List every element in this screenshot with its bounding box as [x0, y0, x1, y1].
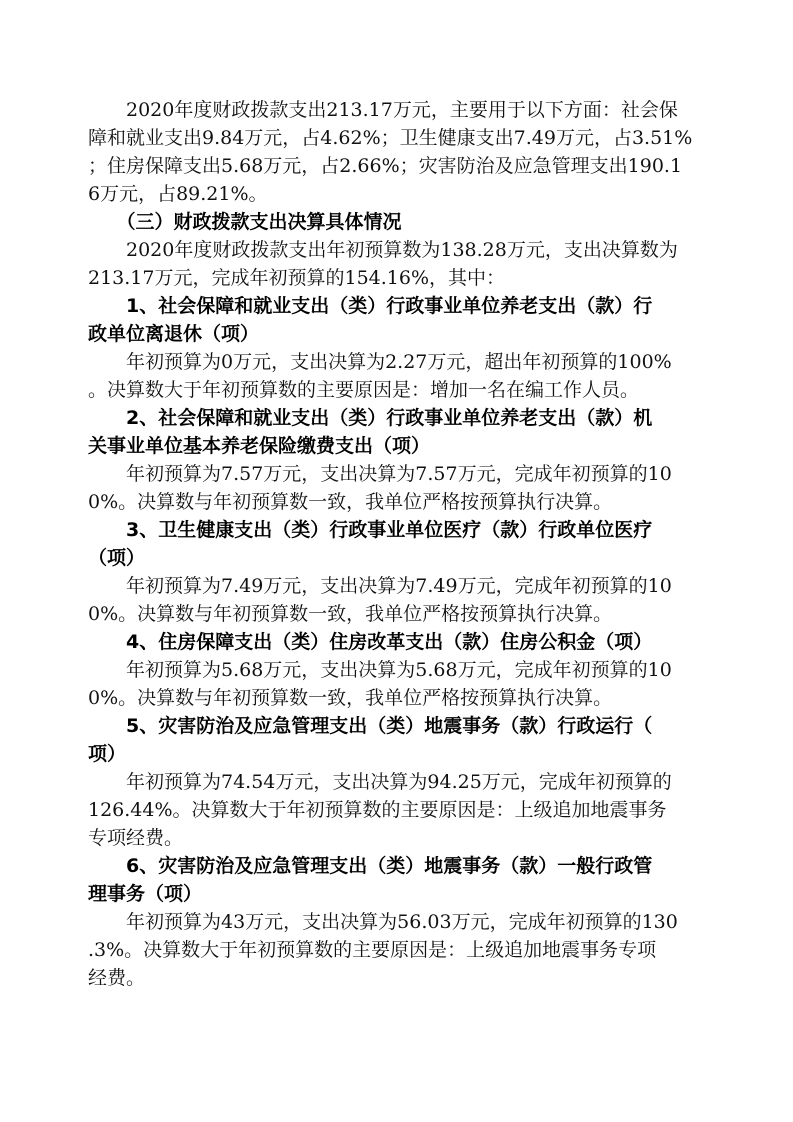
body-text-line: 0%。决算数与年初预算数一致，我单位严格按预算执行决算。	[88, 687, 613, 709]
body-text-line: 0%。决算数与年初预算数一致，我单位严格按预算执行决算。	[88, 491, 613, 513]
body-text-line: 0%。决算数与年初预算数一致，我单位严格按预算执行决算。	[88, 603, 613, 625]
body-text-line: 年初预算为7.57万元，支出决算为7.57万元，完成年初预算的10	[88, 463, 672, 485]
item-heading: 1、社会保障和就业支出（类）行政事业单位养老支出（款）行	[88, 295, 653, 317]
body-text-line: 年初预算为43万元，支出决算为56.03万元，完成年初预算的130	[88, 911, 678, 933]
item-heading: 政单位离退休（项）	[88, 323, 260, 345]
body-text-line: 年初预算为0万元，支出决算为2.27万元，超出年初预算的100%	[88, 351, 672, 373]
item-heading: 2、社会保障和就业支出（类）行政事业单位养老支出（款）机	[88, 407, 653, 429]
body-text-line: 专项经费。	[88, 827, 184, 849]
body-text-line: 126.44%。决算数大于年初预算数的主要原因是：上级追加地震事务	[88, 799, 667, 821]
item-heading: 理事务（项）	[88, 883, 203, 905]
item-heading: 4、住房保障支出（类）住房改革支出（款）住房公积金（项）	[88, 631, 653, 653]
body-text-line: 经费。	[88, 967, 146, 989]
item-heading: 项）	[88, 743, 127, 765]
body-text-line: .3%。决算数大于年初预算数的主要原因是：上级追加地震事务专项	[88, 939, 657, 961]
item-heading: 关事业单位基本养老保险缴费支出（项）	[88, 435, 431, 457]
item-heading: 3、卫生健康支出（类）行政事业单位医疗（款）行政单位医疗	[88, 519, 653, 541]
body-text-line: 。决算数大于年初预算数的主要原因是：增加一名在编工作人员。	[88, 379, 640, 401]
body-text-line: 2020年度财政拨款支出213.17万元，主要用于以下方面：社会保	[88, 99, 678, 121]
body-text-line: 障和就业支出9.84万元，占4.62%；卫生健康支出7.49万元，占3.51%	[88, 127, 693, 149]
body-text-line: 2020年度财政拨款支出年初预算数为138.28万元，支出决算数为	[88, 239, 678, 261]
body-text-line: 年初预算为5.68万元，支出决算为5.68万元，完成年初预算的10	[88, 659, 672, 681]
item-heading: （项）	[88, 547, 146, 569]
body-text-line: 年初预算为74.54万元，支出决算为94.25万元，完成年初预算的	[88, 771, 672, 793]
body-text-line: 213.17万元，完成年初预算的154.16%，其中：	[88, 267, 506, 289]
item-heading: 6、灾害防治及应急管理支出（类）地震事务（款）一般行政管	[88, 855, 653, 877]
section-heading: （三）财政拨款支出决算具体情况	[88, 211, 402, 233]
item-heading: 5、灾害防治及应急管理支出（类）地震事务（款）行政运行（	[88, 715, 653, 737]
body-text-line: 年初预算为7.49万元，支出决算为7.49万元，完成年初预算的10	[88, 575, 672, 597]
body-text-line: ；住房保障支出5.68万元，占2.66%；灾害防治及应急管理支出190.1	[88, 155, 683, 177]
body-text-line: 6万元，占89.21%。	[88, 183, 268, 205]
